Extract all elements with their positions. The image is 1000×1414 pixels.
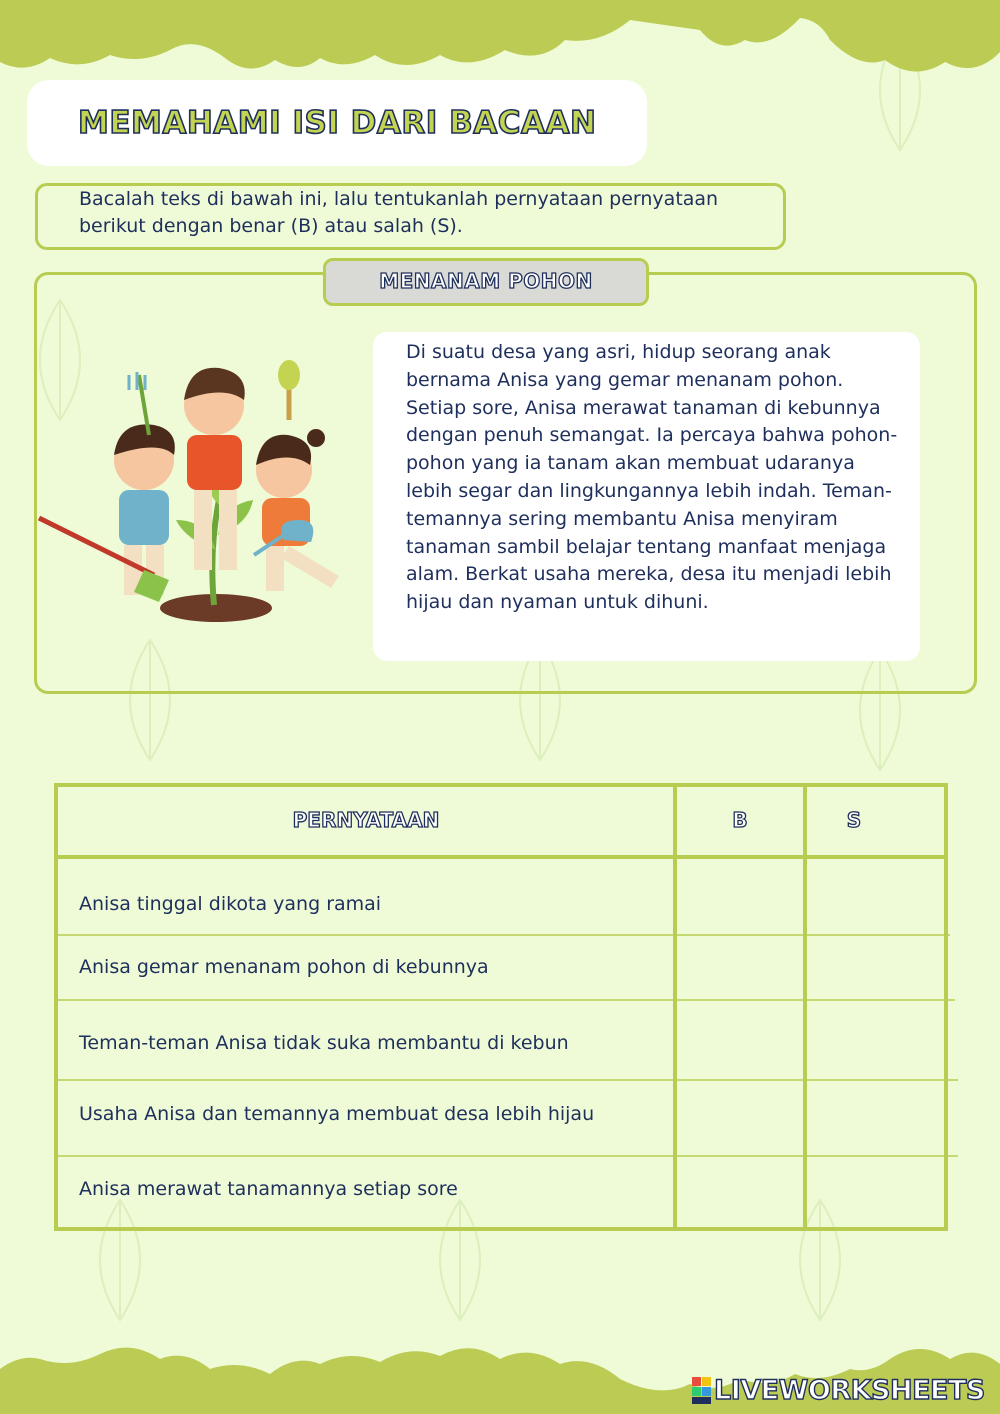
answer-cell-5-s[interactable]: [808, 1158, 903, 1226]
answer-cell-1-s[interactable]: [808, 860, 903, 932]
top-cloud-decoration: [0, 0, 1000, 80]
column-header-false: S: [846, 808, 862, 832]
answer-cell-3-s[interactable]: [808, 1002, 903, 1078]
children-planting-illustration: [34, 350, 374, 630]
statement-row-3: Teman-teman Anisa tidak suka membantu di kebun: [79, 1032, 569, 1054]
statement-row-4: Usaha Anisa dan temannya membuat desa lebih hijau: [79, 1103, 595, 1125]
statement-row-1: Anisa tinggal dikota yang ramai: [79, 893, 382, 915]
answer-cell-2-b[interactable]: [678, 937, 802, 999]
answer-cell-4-b[interactable]: [678, 1082, 802, 1154]
answer-cell-3-b[interactable]: [678, 1002, 802, 1078]
answer-cell-2-s[interactable]: [808, 937, 903, 999]
column-header-true: B: [732, 808, 748, 832]
answer-cell-4-s[interactable]: [808, 1082, 903, 1154]
answer-cell-1-b[interactable]: [678, 860, 802, 932]
page-title: MEMAHAMI ISI DARI BACAAN: [78, 105, 597, 141]
answer-cell-5-b[interactable]: [678, 1158, 802, 1226]
column-header-statement: PERNYATAAN: [292, 808, 440, 832]
statement-row-5: Anisa merawat tanamannya setiap sore: [79, 1178, 458, 1200]
liveworksheets-logo-icon: [692, 1377, 712, 1405]
story-title: MENANAM POHON: [379, 269, 593, 293]
brand-name: LIVEWORKSHEETS: [714, 1375, 985, 1406]
instruction-text: Bacalah teks di bawah ini, lalu tentukanlah pernyataan pernyataan berikut dengan benar (B) atau salah (S).: [79, 188, 719, 237]
statement-row-2: Anisa gemar menanam pohon di kebunnya: [79, 956, 489, 978]
story-text: Di suatu desa yang asri, hidup seorang anak bernama Anisa yang gemar menanam pohon. Setiap sore, Anisa merawat tanaman di kebunnya dengan penuh semangat. Ia percaya bahwa pohon-pohon yang ia tanam akan membuat udaranya lebih segar dan lingkungannya lebih indah. Teman-temannya sering membantu Anisa menyiram tanaman sambil belajar tentang manfaat menjaga alam. Berkat usaha mereka, desa itu menjadi lebih hijau dan nyaman untuk dihuni.: [406, 341, 898, 614]
